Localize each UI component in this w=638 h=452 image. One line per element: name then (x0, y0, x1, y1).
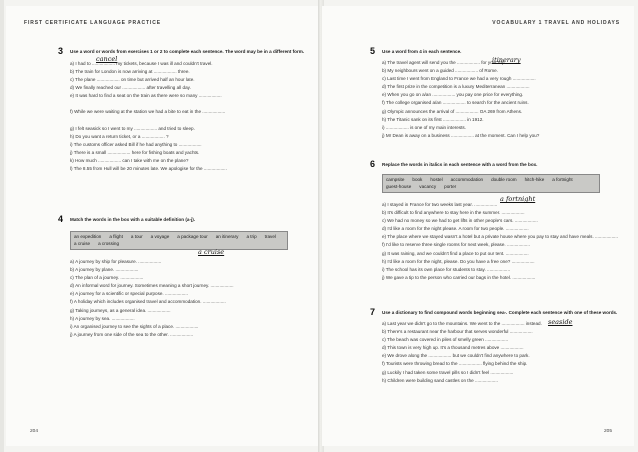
exercise-item: a) I stayed in France for two weeks last year. .................. (382, 202, 498, 207)
exercise-5 (382, 48, 622, 140)
exercise-item: a) A journey by ship for pleasure. .................. (70, 259, 162, 264)
exercise-7-number: 7 (370, 307, 376, 317)
exercise-4-items (70, 258, 310, 339)
exercise-item: h) Children were building sand castles on the .................. (382, 377, 498, 383)
exercise-item: c) The plan of a journey. .................. (70, 275, 144, 281)
box-word: a trip (246, 234, 257, 239)
box-word: an itinerary (215, 234, 239, 239)
exercise-3-items (70, 60, 310, 173)
exercise-item: i) .................. is one of my main interests. (382, 124, 466, 130)
right-page (322, 6, 634, 446)
box-word: porter (444, 183, 457, 189)
exercise-item: d) We finally reached our .................. after travelling all day. (70, 85, 191, 91)
box-word: vacancy (419, 183, 437, 189)
exercise-7-items (382, 320, 622, 385)
exercise-4-handwritten-answer: a cruise (198, 248, 225, 256)
exercise-item: g) Taking journeys, as a general idea. .................. (70, 307, 171, 313)
left-page (6, 6, 320, 446)
exercise-item: f) I'd like to reserve three single rooms for next week, please. .................. (382, 242, 530, 248)
box-word: book (412, 177, 423, 182)
exercise-item: j) A journey from one side of the sea to the other. .................. (70, 331, 194, 337)
exercise-item: e) A journey for a scientific or special purpose. .................. (70, 291, 188, 297)
exercise-item: j) There is a small .................. here for fishing boats and yachts. (70, 149, 200, 155)
exercise-4 (70, 216, 310, 339)
exercise-item: c) We had no money so we had to get lifts in other people's cars. .................. (382, 218, 538, 224)
exercise-7-handwritten-answer: seaside (548, 318, 573, 326)
box-word: an expedition (74, 234, 102, 239)
box-word: travel (264, 234, 276, 239)
exercise-6-number: 6 (370, 159, 376, 169)
exercise-item: d) I'd like a room for the night please. A room for two people. .................. (382, 226, 529, 232)
exercise-5-items (382, 59, 622, 140)
exercise-item: a) The travel agent will send you the .................. for your trip. (382, 60, 506, 65)
exercise-item: e) When you go on a/an .................. you pay one price for everything. (382, 92, 524, 98)
page-number-right: 205 (603, 429, 612, 434)
exercise-6-handwritten-answer: a fortnight (500, 195, 536, 203)
exercise-item: i) An organised journey to see the sights of a place. .................. (70, 323, 199, 329)
exercise-7-instruction: Use a dictionary to find compound words beginning sea-. Complete each sentence with one of these words. (382, 310, 618, 315)
box-word: campsite (386, 177, 405, 182)
exercise-3-number: 3 (58, 46, 64, 56)
exercise-6-instruction: Replace the words in italics in each sentence with a word from the box. (382, 162, 538, 167)
box-word: a tour (130, 234, 143, 239)
exercise-item: b) There's a restaurant near the harbour that serves wonderful .................. (382, 329, 533, 335)
exercise-item: h) Do you want a return ticket, or a .................. ? (70, 133, 169, 139)
exercise-item: f) While we were waiting at the station we had a bite to eat in the .................. (70, 109, 226, 115)
box-word: accommodation (450, 177, 484, 182)
exercise-3-instruction: Use a word or words from exercises 1 or 2 to complete each sentence. The word may be in a different form. (70, 49, 305, 54)
exercise-item: f) The college organised a/an .................. to search for the ancient ruins. (382, 100, 529, 106)
exercise-item: e) We drove along the .................. but we couldn't find anywhere to park. (382, 353, 530, 359)
exercise-item: g) Luckily I had taken some travel pills so I didn't feel .................. (382, 369, 514, 375)
box-word: hitch-hike (524, 177, 545, 182)
box-word: double room (491, 177, 517, 182)
exercise-item: a) Last year we didn't go to the mountains. We went to the .................. instead. (382, 321, 542, 326)
page-edge (0, 0, 4, 452)
box-word: a fortnight (552, 177, 573, 182)
exercise-4-number: 4 (58, 214, 64, 224)
exercise-7 (382, 309, 622, 385)
exercise-item: b) The train for London is now arriving at .................. three. (70, 69, 190, 75)
exercise-item: l) The 8.55 from Hull will be 20 minutes late. We apologise for the .................. (70, 166, 227, 172)
exercise-item: d) This town is very high up. It's a thousand metres above .................. (382, 345, 524, 351)
exercise-6 (382, 161, 622, 282)
exercise-item: a) I had to .................. my tickets, because I was ill and couldn't travel. (70, 61, 213, 66)
exercise-item: i) The customs officer asked Bill if he had anything to .................. (70, 141, 202, 147)
exercise-item: f) A holiday which includes organised travel and accommodation. .................. (70, 299, 226, 305)
exercise-item: b) My neighbours went on a guided .................. of Rome. (382, 68, 498, 74)
exercise-4-instruction: Match the words in the box with a suitable definition (a-j). (70, 217, 196, 222)
exercise-item: g) Olympic announces the arrival of .................. OA 269 from Athens. (382, 108, 523, 114)
exercise-3-handwritten-answer: cancel (96, 55, 118, 63)
exercise-item: b) It's difficult to find anywhere to stay here in the summer. .................. (382, 210, 525, 216)
exercise-6-items (382, 201, 622, 282)
exercise-item: g) It was raining, and we couldn't find a place to put our tent. .................. (382, 250, 529, 256)
exercise-item: k) How much .................. can I take with me on the plane? (70, 157, 189, 163)
page-number-left: 204 (30, 429, 39, 434)
exercise-item: c) Last time I went from England to France we had a very rough .................. (382, 76, 536, 82)
exercise-item: h) I'd like a room for the night, please. Do you have a free one? .................. (382, 258, 535, 264)
exercise-item: d) The first prize in the competition is a luxury Mediterranean .................. (382, 84, 530, 90)
exercise-3 (70, 48, 310, 173)
exercise-item: e) The place where we stayed wasn't a hotel but a private house where you pay to stay and have meals. .................. (382, 234, 618, 240)
running-head-right: VOCABULARY 1 TRAVEL AND HOLIDAYS (492, 20, 620, 26)
exercise-item: h) The Titanic sank on its first .................. in 1912. (382, 116, 484, 122)
exercise-item: h) A journey by sea. .................. (70, 315, 135, 321)
exercise-5-instruction: Use a word from 4 in each sentence. (382, 49, 462, 54)
exercise-item: g) I felt seasick so I went to my .................. and tried to sleep. (70, 125, 195, 131)
box-word: a package tour (177, 234, 208, 239)
exercise-item: f) Tourists were throwing bread to the .................. flying behind the ship. (382, 361, 528, 367)
exercise-5-number: 5 (370, 46, 376, 56)
exercise-item: c) The beach was covered in piles of smelly green .................. (382, 337, 509, 343)
box-word: a cruise (74, 240, 91, 246)
exercise-item: i) The school has its own place for students to stay. .................. (382, 266, 511, 272)
exercise-item: c) The plane .................. on time but arrived half an hour late. (70, 77, 195, 83)
exercise-5-handwritten-answer: itinerary (492, 56, 521, 64)
exercise-item: j) Mr Dean is away on a business .................. at the moment. Can I help you? (382, 132, 540, 138)
exercise-item: e) It was hard to find a seat on the train as there were so many .................. (70, 93, 222, 99)
box-word: guest-house (386, 183, 412, 189)
box-word: a flight (109, 234, 123, 239)
running-head-left: FIRST CERTIFICATE LANGUAGE PRACTICE (24, 20, 161, 26)
exercise-6-word-box (382, 174, 600, 193)
box-word: a voyage (150, 234, 170, 239)
exercise-4-word-box (70, 231, 288, 250)
exercise-item: d) An informal word for journey. Sometimes meaning a short journey. .................. (70, 283, 234, 289)
exercise-item: j) We gave a tip to the person who carried our bags in the hotel. .................. (382, 274, 536, 280)
box-word: a crossing (98, 240, 120, 246)
box-word: hostel (430, 177, 443, 182)
exercise-item: b) A journey by plane. .................. (70, 267, 139, 273)
